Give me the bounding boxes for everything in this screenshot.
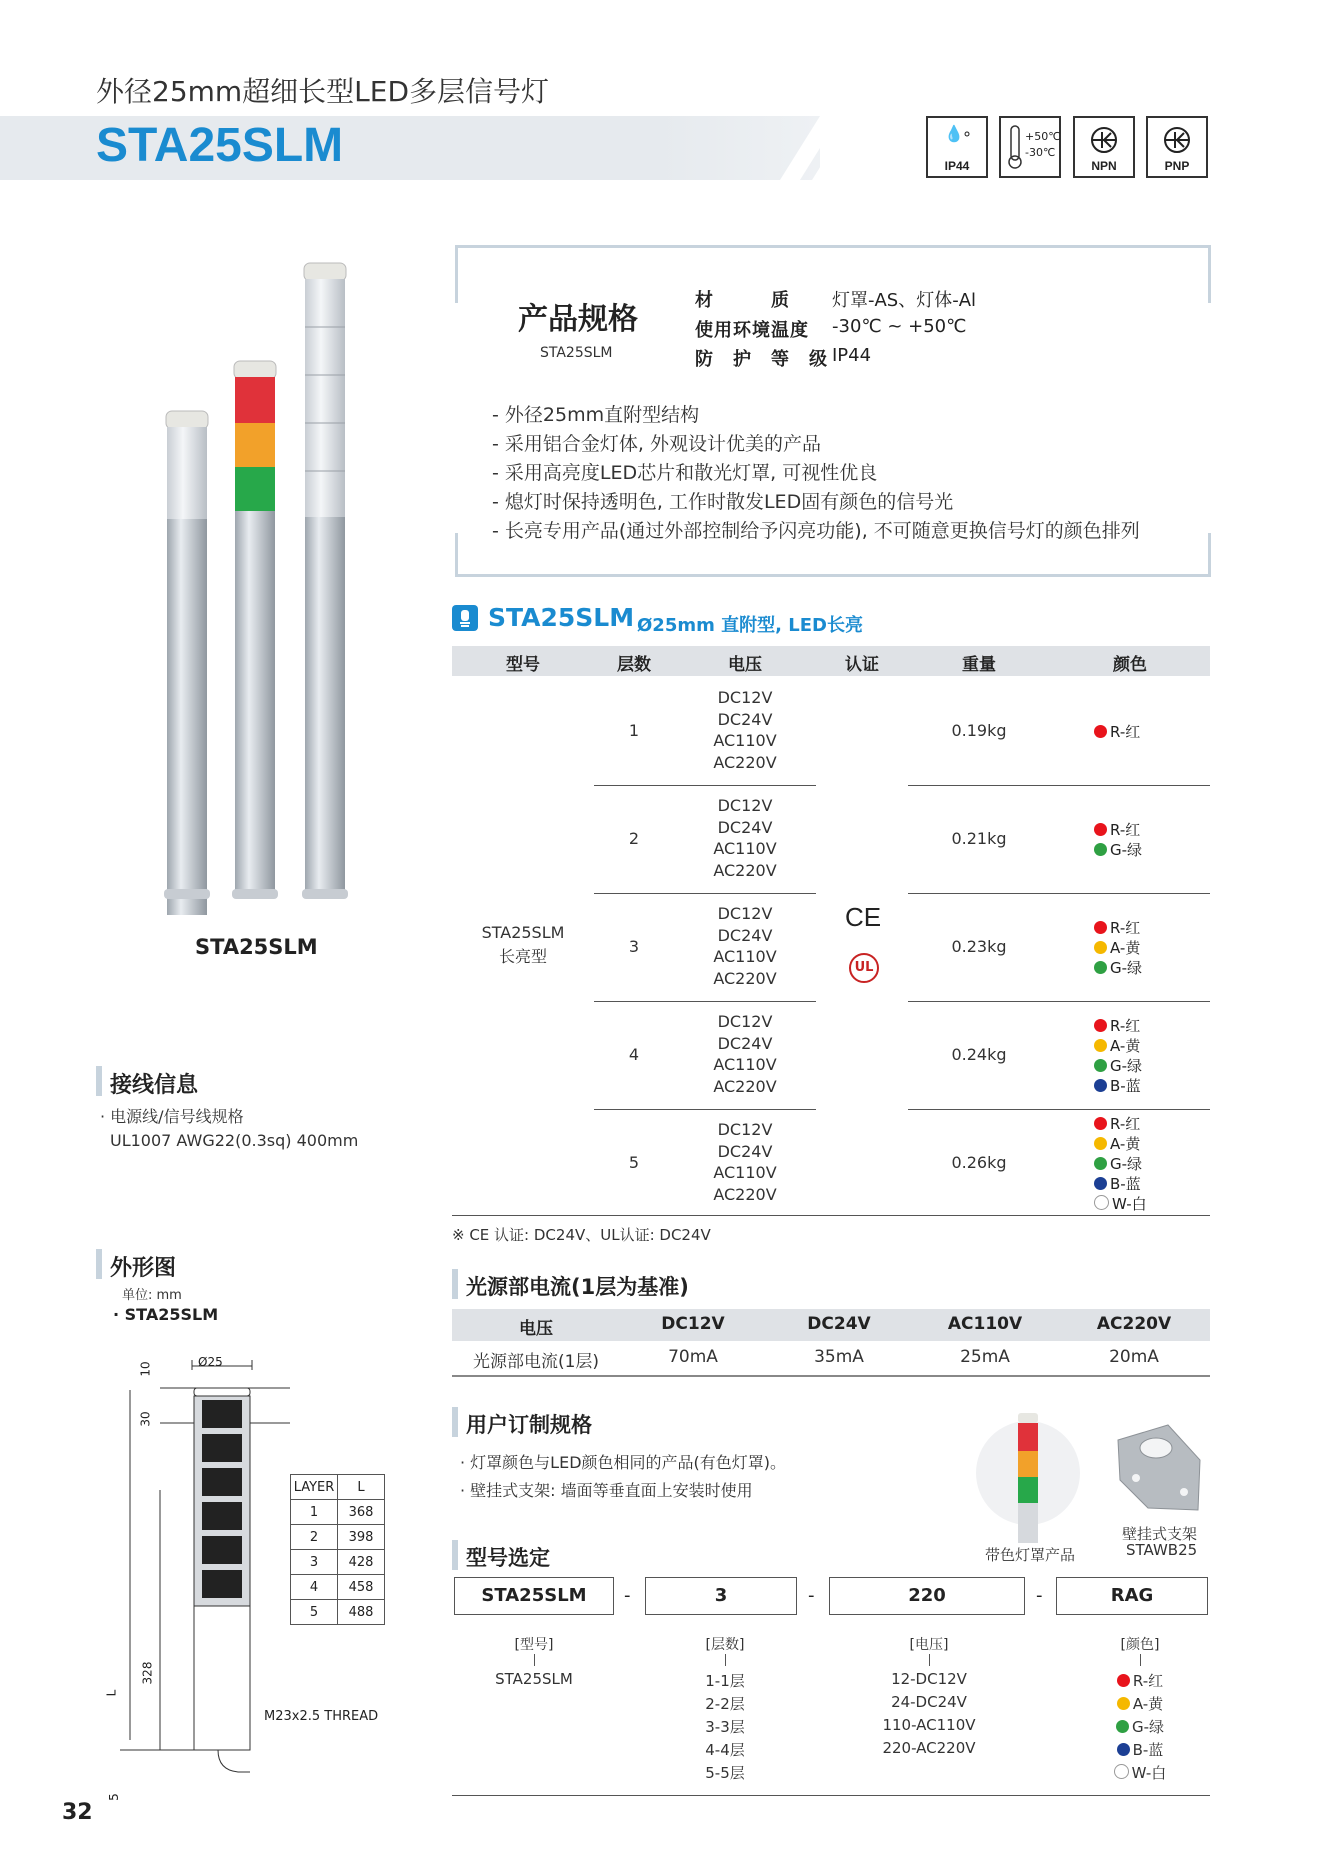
product-image <box>150 255 370 915</box>
voltage-cell: AC220V <box>713 968 777 988</box>
cert-note: ※ CE 认证: DC24V、UL认证: DC24V <box>452 1226 711 1244</box>
color-label: G-绿 <box>1110 959 1143 977</box>
color-item <box>1094 1114 1140 1134</box>
layer-cell: 398 <box>338 1525 385 1550</box>
color-dot-icon <box>1117 1674 1130 1687</box>
thread-label: M23x2.5 THREAD <box>264 1709 379 1724</box>
option-item <box>859 1716 999 1734</box>
color-item <box>1094 1076 1141 1096</box>
option-label: 3-3层 <box>705 1718 745 1736</box>
option-item <box>859 1739 999 1757</box>
current-title: 光源部电流(1层为基准) <box>466 1275 689 1299</box>
color-dot-icon <box>1094 1019 1107 1032</box>
option-item <box>1070 1739 1210 1760</box>
selection-title: 型号选定 <box>466 1546 550 1570</box>
option-item <box>1070 1693 1210 1714</box>
option-label: 24-DC24V <box>891 1693 967 1711</box>
option-column-head: [颜色] <box>1120 1637 1160 1653</box>
spec-value: 灯罩-AS、灯体-Al <box>832 290 977 311</box>
color-dot-icon <box>1117 1697 1130 1710</box>
selection-bottom-line <box>452 1795 1210 1796</box>
option-item <box>655 1762 795 1783</box>
option-item <box>859 1693 999 1711</box>
row-separator <box>594 1001 816 1002</box>
layer-count: 3 <box>628 937 640 956</box>
option-item <box>1070 1762 1210 1783</box>
row-separator <box>594 893 816 894</box>
option-label: G-绿 <box>1131 1718 1165 1736</box>
custom-img2-caption: 壁挂式支架 <box>1122 1525 1198 1543</box>
voltage-cell: DC12V <box>717 688 773 707</box>
color-label: A-黄 <box>1110 1037 1141 1055</box>
voltage-cell: AC110V <box>713 839 777 858</box>
color-label: R-红 <box>1110 821 1141 839</box>
color-item <box>1094 1016 1140 1036</box>
voltage-cell: AC220V <box>713 860 777 880</box>
dim-layer: 30 <box>138 1411 153 1427</box>
color-dot-icon <box>1094 843 1107 856</box>
color-dot-icon <box>1116 1720 1129 1733</box>
weight-cell: 0.21kg <box>951 829 1007 848</box>
section-bar <box>452 1540 458 1570</box>
col-header: 颜色 <box>1113 655 1147 675</box>
color-item <box>1094 1154 1142 1174</box>
voltage-cell: AC110V <box>713 1163 777 1182</box>
ul-mark-icon: UL <box>849 953 879 983</box>
layer-count: 1 <box>628 721 640 740</box>
voltage-cell: AC110V <box>713 947 777 966</box>
table-bottom-line <box>452 1215 1210 1216</box>
table-subtitle: Ø25mm 直附型, LED长亮 <box>637 615 863 636</box>
spec-value: -30℃ ~ +50℃ <box>832 316 967 337</box>
layer-header: LAYER <box>291 1475 338 1500</box>
color-label: G-绿 <box>1110 1057 1143 1075</box>
spec-key: 防 护 等 级 <box>695 349 828 370</box>
color-dot-icon <box>1094 941 1107 954</box>
col-header: 认证 <box>845 655 879 675</box>
voltage-cell: DC12V <box>717 1012 773 1031</box>
color-item <box>1094 722 1140 742</box>
feature-item: - 采用高亮度LED芯片和散光灯罩, 可视性优良 <box>492 462 878 484</box>
color-dot-icon <box>1094 1195 1109 1210</box>
option-label: 1-1层 <box>705 1672 745 1690</box>
color-label: G-绿 <box>1110 841 1143 859</box>
voltage-cell: DC24V <box>717 1033 773 1053</box>
option-item <box>1070 1670 1210 1691</box>
spec-value: IP44 <box>832 345 872 366</box>
color-label: R-红 <box>1110 1115 1141 1133</box>
dim-diameter: Ø25 <box>198 1355 223 1369</box>
spec-title: 产品规格 <box>518 302 638 337</box>
voltage-cell: DC24V <box>717 817 773 837</box>
color-label: W-白 <box>1112 1195 1147 1213</box>
separator: - <box>808 1585 815 1606</box>
option-label: R-红 <box>1132 1672 1164 1690</box>
wiring-title: 接线信息 <box>110 1073 199 1098</box>
pnp-icon: PNP <box>1146 116 1208 178</box>
dim-bottom: 5 <box>106 1793 121 1801</box>
row-separator <box>594 785 816 786</box>
color-item <box>1094 1194 1147 1214</box>
color-label: G-绿 <box>1110 1155 1143 1173</box>
color-item <box>1094 1056 1142 1076</box>
spec-key: 材 质 <box>695 290 790 311</box>
voltage-cell: DC12V <box>717 796 773 815</box>
color-dot-icon <box>1094 961 1107 974</box>
option-column-head: [层数] <box>705 1637 745 1653</box>
option-item <box>1070 1716 1210 1737</box>
color-dot-icon <box>1094 1157 1107 1170</box>
lamp-icon <box>452 605 478 631</box>
weight-cell: 0.23kg <box>951 937 1007 956</box>
voltage-cell: DC12V <box>717 1120 773 1139</box>
layer-cell: 2 <box>291 1525 338 1550</box>
color-dot-icon <box>1094 1177 1107 1190</box>
col-header: 电压 <box>728 655 762 675</box>
option-column-head: [电压] <box>909 1637 949 1653</box>
feature-item: - 长亮专用产品(通过外部控制给予闪亮功能), 不可随意更换信号灯的颜色排列 <box>492 520 1140 542</box>
layer-cell: 488 <box>338 1600 385 1625</box>
drawing-unit: 单位: mm <box>122 1288 182 1303</box>
color-label: R-红 <box>1110 723 1141 741</box>
option-item <box>655 1693 795 1714</box>
option-connector <box>1140 1654 1141 1666</box>
color-dot-icon <box>1094 725 1107 738</box>
option-item <box>655 1670 795 1691</box>
layer-cell: 428 <box>338 1550 385 1575</box>
option-label: 220-AC220V <box>882 1739 976 1757</box>
layer-cell: 368 <box>338 1500 385 1525</box>
row-separator <box>908 893 1210 894</box>
custom-img2-caption: STAWB25 <box>1126 1541 1198 1559</box>
table-title: STA25SLM <box>488 603 635 632</box>
option-item <box>655 1716 795 1737</box>
color-dot-icon <box>1094 1079 1107 1092</box>
model-cell: STA25SLM <box>481 923 565 942</box>
select-voltage-box: 220 <box>829 1577 1025 1615</box>
layer-cell: 5 <box>291 1600 338 1625</box>
option-column-head: [型号] <box>514 1637 554 1653</box>
color-item <box>1094 1134 1140 1154</box>
dim-l: L <box>104 1689 119 1697</box>
option-label: 110-AC110V <box>882 1716 976 1734</box>
row-separator <box>594 1109 816 1110</box>
option-item <box>859 1670 999 1688</box>
section-bar <box>452 1407 458 1437</box>
drawing-model: · STA25SLM <box>113 1305 219 1324</box>
option-connector <box>929 1654 930 1666</box>
layer-count: 2 <box>628 829 640 848</box>
voltage-cell: DC24V <box>717 1141 773 1161</box>
colored-cover-image <box>976 1405 1080 1545</box>
custom-title: 用户订制规格 <box>466 1413 592 1437</box>
color-item <box>1094 958 1142 978</box>
dimension-drawing <box>100 1330 290 1810</box>
select-color-box: RAG <box>1056 1577 1208 1615</box>
color-dot-icon <box>1094 1137 1107 1150</box>
color-item <box>1094 918 1140 938</box>
layer-cell: 1 <box>291 1500 338 1525</box>
color-item <box>1094 840 1142 860</box>
weight-cell: 0.24kg <box>951 1045 1007 1064</box>
color-dot-icon <box>1117 1743 1130 1756</box>
row-separator <box>908 1109 1210 1110</box>
model-cell: 长亮型 <box>498 947 547 966</box>
option-label: W-白 <box>1131 1764 1167 1782</box>
voltage-cell: DC12V <box>717 904 773 923</box>
col-header: 层数 <box>617 655 651 675</box>
section-bar <box>452 1269 458 1299</box>
current-cell: 20mA <box>1109 1347 1159 1367</box>
color-dot-icon <box>1094 823 1107 836</box>
weight-cell: 0.26kg <box>951 1153 1007 1172</box>
color-label: B-蓝 <box>1110 1077 1141 1095</box>
spec-key: 使用环境温度 <box>695 320 809 341</box>
color-dot-icon <box>1094 1059 1107 1072</box>
option-label: 2-2层 <box>705 1695 745 1713</box>
voltage-cell: AC220V <box>713 1076 777 1096</box>
col-header: 重量 <box>962 655 996 675</box>
row-separator <box>908 1001 1210 1002</box>
color-item <box>1094 938 1140 958</box>
current-header: 电压 <box>519 1319 553 1339</box>
voltage-cell: DC24V <box>717 709 773 729</box>
section-bar <box>96 1249 102 1279</box>
layer-count: 4 <box>628 1045 640 1064</box>
color-label: A-黄 <box>1110 1135 1141 1153</box>
option-label: 4-4层 <box>705 1741 745 1759</box>
current-header: AC220V <box>1096 1314 1172 1334</box>
ip44-icon: 💧∘ IP44 <box>926 116 988 178</box>
color-item <box>1094 820 1140 840</box>
option-connector <box>725 1654 726 1666</box>
layer-cell: 458 <box>338 1575 385 1600</box>
spec-sub: STA25SLM <box>540 345 613 361</box>
color-dot-icon <box>1094 921 1107 934</box>
color-dot-icon <box>1094 1039 1107 1052</box>
npn-icon: NPN <box>1073 116 1135 178</box>
page-number: 32 <box>62 1800 93 1825</box>
section-bar <box>96 1066 102 1096</box>
current-header: DC24V <box>807 1314 871 1334</box>
color-label: A-黄 <box>1110 939 1141 957</box>
select-layer-box: 3 <box>645 1577 797 1615</box>
color-label: B-蓝 <box>1110 1175 1141 1193</box>
feature-item: - 采用铝合金灯体, 外观设计优美的产品 <box>492 433 821 455</box>
color-item <box>1094 1036 1140 1056</box>
current-cell: 光源部电流(1层) <box>472 1352 600 1372</box>
option-label: A-黄 <box>1132 1695 1164 1713</box>
option-label: STA25SLM <box>495 1670 573 1688</box>
color-dot-icon <box>1114 1764 1129 1779</box>
wiring-line: · 电源线/信号线规格 <box>100 1107 244 1126</box>
color-label: R-红 <box>1110 1017 1141 1035</box>
model-title: STA25SLM <box>96 119 344 172</box>
feature-item: - 外径25mm直附型结构 <box>492 404 700 426</box>
current-cell: 70mA <box>668 1347 718 1367</box>
voltage-cell: AC220V <box>713 1184 777 1204</box>
temperature-icon: +50℃ -30℃ <box>999 116 1061 178</box>
product-caption: STA25SLM <box>195 935 318 959</box>
option-connector <box>534 1654 535 1666</box>
layer-count: 5 <box>628 1153 640 1172</box>
voltage-cell: AC110V <box>713 731 777 750</box>
wall-bracket-image <box>1108 1420 1208 1516</box>
current-header: AC110V <box>947 1314 1023 1334</box>
page-subtitle: 外径25mm超细长型LED多层信号灯 <box>96 75 550 108</box>
band-stripes <box>780 116 920 180</box>
voltage-cell: AC110V <box>713 1055 777 1074</box>
layer-cell: 3 <box>291 1550 338 1575</box>
layer-cell: 4 <box>291 1575 338 1600</box>
voltage-cell: DC24V <box>717 925 773 945</box>
wiring-line: UL1007 AWG22(0.3sq) 400mm <box>110 1131 359 1150</box>
ce-mark-icon: CE <box>845 902 882 932</box>
option-label: B-蓝 <box>1132 1741 1164 1759</box>
custom-img1-caption: 带色灯罩产品 <box>985 1546 1076 1564</box>
col-header: 型号 <box>506 655 540 675</box>
color-dot-icon <box>1094 1117 1107 1130</box>
option-label: 5-5层 <box>705 1764 745 1782</box>
custom-line: · 灯罩颜色与LED颜色相同的产品(有色灯罩)。 <box>460 1453 787 1472</box>
layer-table <box>290 1474 385 1625</box>
weight-cell: 0.19kg <box>951 721 1007 740</box>
layer-header: L <box>338 1475 385 1500</box>
voltage-cell: AC220V <box>713 752 777 772</box>
separator: - <box>1036 1585 1043 1606</box>
option-item <box>655 1739 795 1760</box>
dim-body: 328 <box>140 1661 155 1685</box>
separator: - <box>624 1585 631 1606</box>
current-header: DC12V <box>661 1314 725 1334</box>
option-label: 12-DC12V <box>891 1670 967 1688</box>
current-cell: 35mA <box>814 1347 864 1367</box>
row-separator <box>908 785 1210 786</box>
dim-top: 10 <box>138 1361 153 1377</box>
custom-line: · 壁挂式支架: 墙面等垂直面上安装时使用 <box>460 1481 753 1500</box>
select-model-box: STA25SLM <box>454 1577 614 1615</box>
option-item <box>464 1670 604 1688</box>
color-item <box>1094 1174 1141 1194</box>
color-label: R-红 <box>1110 919 1141 937</box>
feature-item: - 熄灯时保持透明色, 工作时散发LED固有颜色的信号光 <box>492 491 954 513</box>
drawing-title: 外形图 <box>110 1256 177 1281</box>
current-bottom-line <box>452 1375 1210 1377</box>
current-cell: 25mA <box>960 1347 1010 1367</box>
